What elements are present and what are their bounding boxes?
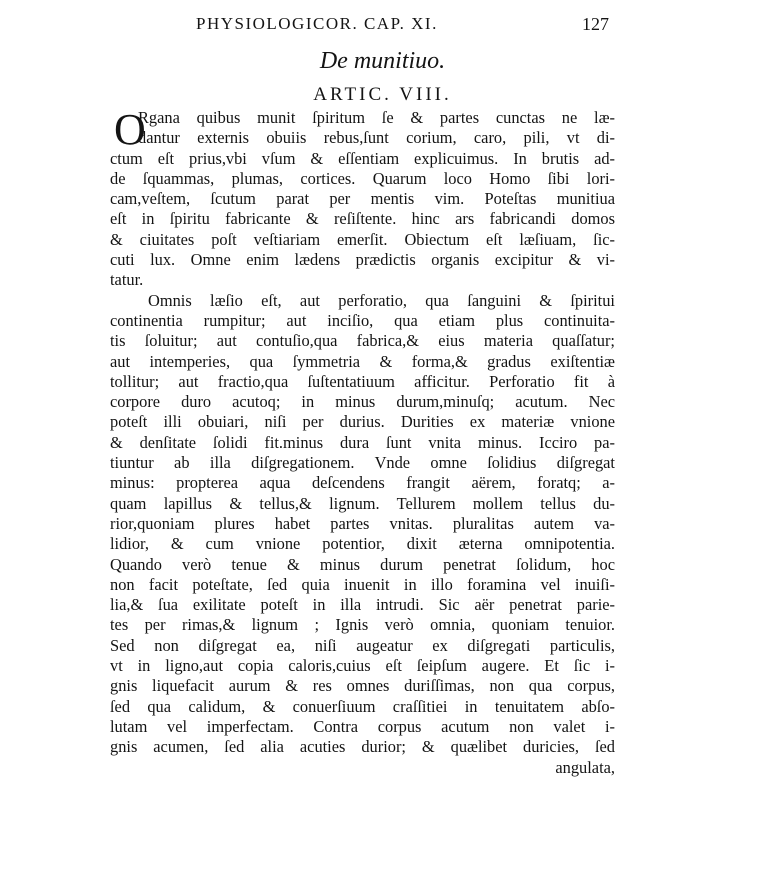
- text-line: tiuntur ab illa diſgregationem. Vnde omne ſolidius diſgregat: [110, 453, 615, 473]
- catchword: angulata,: [555, 757, 615, 777]
- text-line: cuti lux. Omne enim lædens prædictis organis excipitur & vi-: [110, 250, 615, 270]
- text-line: tatur.: [110, 270, 144, 290]
- text-line: non facit poteſtate, ſed quia inuenit in illo foramina vel inuiſi-: [110, 574, 615, 594]
- text-line: cam,veſtem, ſcutum parat per mentis vim. Poteſtas munitiua: [110, 189, 615, 209]
- text-line: & denſitate ſolidi fit.minus dura ſunt vnita minus. Icciro pa-: [110, 432, 615, 452]
- text-line: quam lapillus & tellus,& lignum. Tellurem mollem tellus du-: [110, 493, 615, 513]
- drop-capital: O: [114, 105, 146, 154]
- text-line: Quando verò tenue & minus durum penetrat ſolidum, hoc: [110, 554, 615, 574]
- text-line: lidior, & cum vnione potentior, dixit æterna omnipotentia.: [110, 534, 615, 554]
- text-line: tis ſoluitur; aut contuſio,qua fabrica,& eius materia quaſſatur;: [110, 331, 615, 351]
- text-line: gnis liquefacit aurum & res omnes duriſſimas, non qua corpus,: [110, 676, 615, 696]
- text-line: Sed non diſgregat ea, niſi augeatur ex diſgregati particulis,: [110, 635, 615, 655]
- text-line: ſed qua calidum, & conuerſiuum craſſitiei in tenuitatem abſo-: [110, 696, 615, 716]
- text-line: aut intemperies, qua ſymmetria & forma,& gradus exiſtentiæ: [110, 351, 615, 371]
- page-number: 127: [582, 14, 609, 34]
- text-line: Rgana quibus munit ſpiritum ſe & partes cunctas ne læ-: [138, 108, 615, 127]
- text-line: lutam vel imperfectam. Contra corpus acutum non valet i-: [110, 716, 615, 736]
- article-heading: ARTIC. VIII.: [313, 84, 452, 105]
- text-line: ctum eſt prius,vbi vſum & eſſentiam explicuimus. In brutis ad-: [110, 148, 615, 168]
- text-line: lia,& ſua exilitate poteſt in illa intrudi. Sic aër penetrat parie-: [110, 595, 615, 615]
- text-line: tollitur; aut fractio,qua ſuſtentatiuum afficitur. Perforatio fit à: [110, 371, 615, 391]
- text-line: Omnis læſio eſt, aut perforatio, qua ſanguini & ſpiritui: [148, 290, 615, 310]
- text-line: rior,quoniam plures habet partes vnitas. pluralitas autem va-: [110, 513, 615, 533]
- chapter-title: De munitiuo.: [319, 48, 446, 74]
- text-line: & ciuitates poſt veſtiariam emerſit. Obiectum eſt læſiuam, ſic-: [110, 229, 615, 249]
- running-head: PHYSIOLOGICOR. CAP. XI.: [196, 14, 438, 33]
- text-line: de ſquammas, plumas, cortices. Quarum loco Homo ſibi lori-: [110, 168, 615, 188]
- text-line: minus: propterea aqua deſcendens frangit aërem, foratq; a-: [110, 473, 615, 493]
- body-text: [110, 105, 615, 778]
- text-line: poteſt illi obuiari, niſi per durius. Durities ex materiæ vnione: [110, 412, 615, 432]
- text-line: vt in ligno,aut copia caloris,cuius eſt ſeipſum augere. Et ſic i-: [110, 656, 615, 676]
- text-line: tes per rimas,& lignum ; Ignis verò omnia, quoniam tenuior.: [110, 615, 615, 635]
- text-line: continentia rumpitur; aut inciſio, qua etiam plus continuita-: [110, 310, 615, 330]
- text-line: eſt in ſpiritu fabricante & reſiſtente. hinc ars fabricandi domos: [110, 209, 615, 229]
- text-line: corpore duro acutoq; in minus durum,minuſq; acutum. Nec: [110, 392, 615, 412]
- text-line: gnis acumen, ſed alia acuties durior; & quælibet duricies, ſed: [110, 737, 615, 757]
- text-line: dantur externis obuiis rebus,ſunt corium, caro, pili, vt di-: [138, 128, 615, 148]
